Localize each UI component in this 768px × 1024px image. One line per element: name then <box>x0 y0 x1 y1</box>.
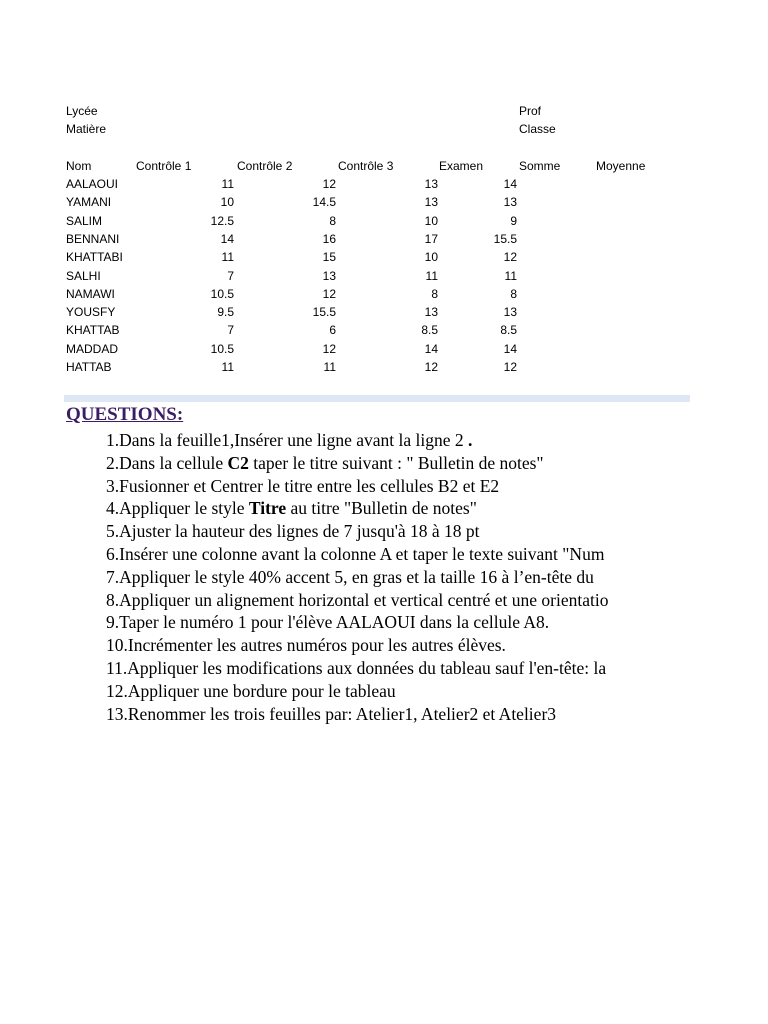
column-header-examen: Examen <box>439 159 484 173</box>
cell-nom: KHATTABI <box>66 250 123 265</box>
question-item <box>106 589 608 611</box>
cell-controle-3: 17 <box>424 231 438 246</box>
question-bold-text: C2 <box>227 452 249 473</box>
cell-controle-3: 12 <box>424 360 438 374</box>
cell-nom: SALHI <box>66 268 101 283</box>
cell-controle-1: 10 <box>220 195 234 210</box>
cell-controle-3: 10 <box>424 250 438 265</box>
question-item <box>106 657 606 679</box>
question-text: 2.Dans la cellule <box>106 452 228 473</box>
question-item <box>106 566 594 588</box>
column-header-nom: Nom <box>66 159 92 173</box>
cell-controle-2: 13 <box>322 268 336 283</box>
cell-controle-3: 10 <box>424 213 438 228</box>
cell-controle-3: 14 <box>424 341 438 356</box>
question-item <box>106 475 499 497</box>
question-text: 10.Incrémenter les autres numéros pour les autres élèves. <box>106 635 506 656</box>
cell-controle-1: 10.5 <box>210 341 234 356</box>
cell-controle-1: 11 <box>221 360 234 374</box>
question-item <box>106 634 506 656</box>
cell-examen: 8.5 <box>500 323 517 338</box>
question-text: 12.Appliquer une bordure pour le tableau <box>106 680 396 701</box>
question-item <box>106 680 396 702</box>
cell-controle-1: 12.5 <box>210 213 234 228</box>
cell-examen: 12 <box>503 250 517 265</box>
cell-controle-1: 11 <box>221 177 234 191</box>
matiere-label: Matière <box>66 122 107 136</box>
cell-examen: 12 <box>503 360 517 374</box>
cell-examen: 15.5 <box>493 231 517 246</box>
cell-controle-3: 8 <box>431 286 438 301</box>
question-text: taper le titre suivant : " Bulletin de notes" <box>248 452 544 473</box>
cell-controle-2: 15 <box>322 250 336 265</box>
questions-title: QUESTIONS: <box>66 404 184 425</box>
cell-examen: 14 <box>503 177 517 191</box>
cell-controle-3: 11 <box>425 268 438 283</box>
question-item <box>106 543 604 565</box>
column-header-controle-2: Contrôle 2 <box>237 159 293 173</box>
cell-examen: 13 <box>503 195 517 210</box>
question-item <box>106 429 472 451</box>
cell-nom: SALIM <box>66 213 103 228</box>
question-text: 3.Fusionner et Centrer le titre entre les cellules B2 et E2 <box>106 475 500 496</box>
cell-controle-1: 9.5 <box>217 305 234 320</box>
question-text: 6.Insérer une colonne avant la colonne A et taper le texte suivant "Num <box>106 544 605 564</box>
cell-examen: 13 <box>503 305 517 320</box>
question-text: 13.Renommer les trois feuilles par: Atelier1, Atelier2 et Atelier3 <box>106 703 557 724</box>
question-item <box>106 703 556 725</box>
cell-controle-1: 10.5 <box>210 286 234 301</box>
question-text: 8.Appliquer un alignement horizontal et vertical centré et une orientatio <box>106 589 609 610</box>
question-bold-text: . <box>468 430 473 450</box>
cell-examen: 11 <box>504 268 517 283</box>
cell-controle-2: 8 <box>329 213 336 228</box>
lycee-label: Lycée <box>66 104 98 118</box>
question-bold-text: Titre <box>248 498 287 519</box>
question-item <box>106 611 549 633</box>
question-text: au titre "Bulletin de notes" <box>286 498 477 519</box>
column-header-moyenne: Moyenne <box>596 159 646 173</box>
question-text: 11.Appliquer les modifications aux données du tableau sauf l'en-tête: la <box>106 658 607 678</box>
cell-controle-2: 15.5 <box>312 305 336 320</box>
cell-controle-2: 12 <box>322 177 336 191</box>
cell-controle-2: 6 <box>329 323 336 338</box>
cell-nom: MADDAD <box>66 341 119 356</box>
question-item <box>106 520 480 542</box>
question-text: 7.Appliquer le style 40% accent 5, en gras et la taille 16 à l’en-tête du <box>106 566 594 587</box>
cell-controle-3: 13 <box>424 305 438 320</box>
cell-nom: KHATTAB <box>66 323 120 338</box>
cell-nom: YAMANI <box>66 195 112 210</box>
cell-controle-2: 14.5 <box>312 195 336 210</box>
cell-controle-1: 11 <box>221 250 234 265</box>
column-header-controle-3: Contrôle 3 <box>338 159 394 173</box>
column-header-controle-1: Contrôle 1 <box>136 159 192 173</box>
question-text: 5.Ajuster la hauteur des lignes de 7 jusqu'à 18 à 18 pt <box>106 521 480 542</box>
cell-examen: 14 <box>503 341 517 356</box>
cell-nom: YOUSFY <box>66 305 116 320</box>
cell-controle-2: 11 <box>323 360 336 374</box>
cell-controle-3: 8.5 <box>421 323 438 338</box>
cell-controle-2: 16 <box>322 231 336 246</box>
cell-controle-2: 12 <box>322 286 336 301</box>
cell-nom: HATTAB <box>66 360 112 374</box>
question-text: 9.Taper le numéro 1 pour l'élève AALAOUI dans la cellule A8. <box>106 612 550 633</box>
cell-controle-1: 7 <box>227 268 234 283</box>
cell-nom: AALAOUI <box>66 177 119 191</box>
cell-nom: BENNANI <box>66 231 120 246</box>
cell-examen: 8 <box>510 286 517 301</box>
cell-examen: 9 <box>510 213 517 228</box>
cell-controle-3: 13 <box>424 177 438 191</box>
question-item <box>106 452 544 474</box>
cell-controle-3: 13 <box>424 195 438 210</box>
cell-controle-1: 7 <box>227 323 234 338</box>
section-divider <box>64 395 690 402</box>
cell-controle-2: 12 <box>322 341 336 356</box>
question-item <box>106 497 477 519</box>
question-text: 1.Dans la feuille1,Insérer une ligne avant la ligne 2 <box>106 430 469 450</box>
cell-nom: NAMAWI <box>66 286 115 301</box>
prof-label: Prof <box>519 104 542 118</box>
question-text: 4.Appliquer le style <box>106 498 249 519</box>
column-header-somme: Somme <box>519 159 561 173</box>
cell-controle-1: 14 <box>220 231 234 246</box>
classe-label: Classe <box>519 122 556 136</box>
questions-list-viewport <box>0 428 690 728</box>
